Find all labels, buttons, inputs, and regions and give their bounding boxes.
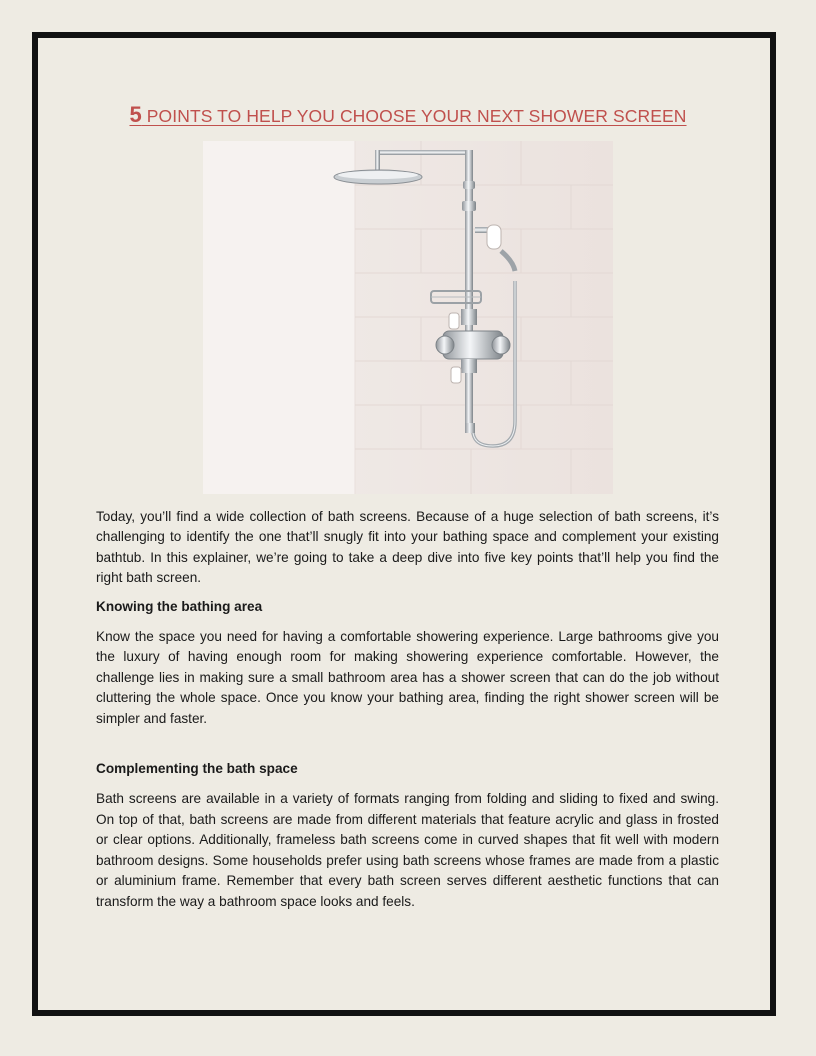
article-body (96, 507, 719, 912)
section-heading-bathing-area: Knowing the bathing area (96, 598, 263, 614)
section-body-bathing-area: Know the space you need for having a comfortable showering experience. Large bathrooms give you the luxury of having enough room for making showering experience comfortable. However, the challenge lies in making sure a small bathroom area has a shower screen that can do the job without cluttering the whole space. Once you know your bathing area, finding the right shower screen will be simpler and faster. (96, 629, 719, 726)
page-title: 5 POINTS TO HELP YOU CHOOSE YOUR NEXT SHOWER SCREEN (129, 102, 687, 127)
section-heading-bath-space: Complementing the bath space (96, 761, 298, 777)
section-body-bath-space: Bath screens are available in a variety of formats ranging from folding and sliding to fixed and swing. On top of that, bath screens are made from different materials that feature acrylic and glass in frosted or clear options. Additionally, frameless bath screens come in curved shapes that fit well with modern bathroom designs. Some households prefer using bath screens whose frames are made from a plastic or aluminium frame. Remember that every bath screen serves different aesthetic functions that can transform the way a bathroom space looks and feels. (96, 791, 719, 909)
intro-paragraph: Today, you’ll find a wide collection of bath screens. Because of a huge selection of bath screens, it’s challenging to identify the one that’ll snugly fit into your bathing space and complement your existing bathtub. In this explainer, we’re going to take a deep dive into five key points that’ll help you find the right bath screen. (96, 509, 719, 586)
shower-photo (203, 141, 613, 494)
